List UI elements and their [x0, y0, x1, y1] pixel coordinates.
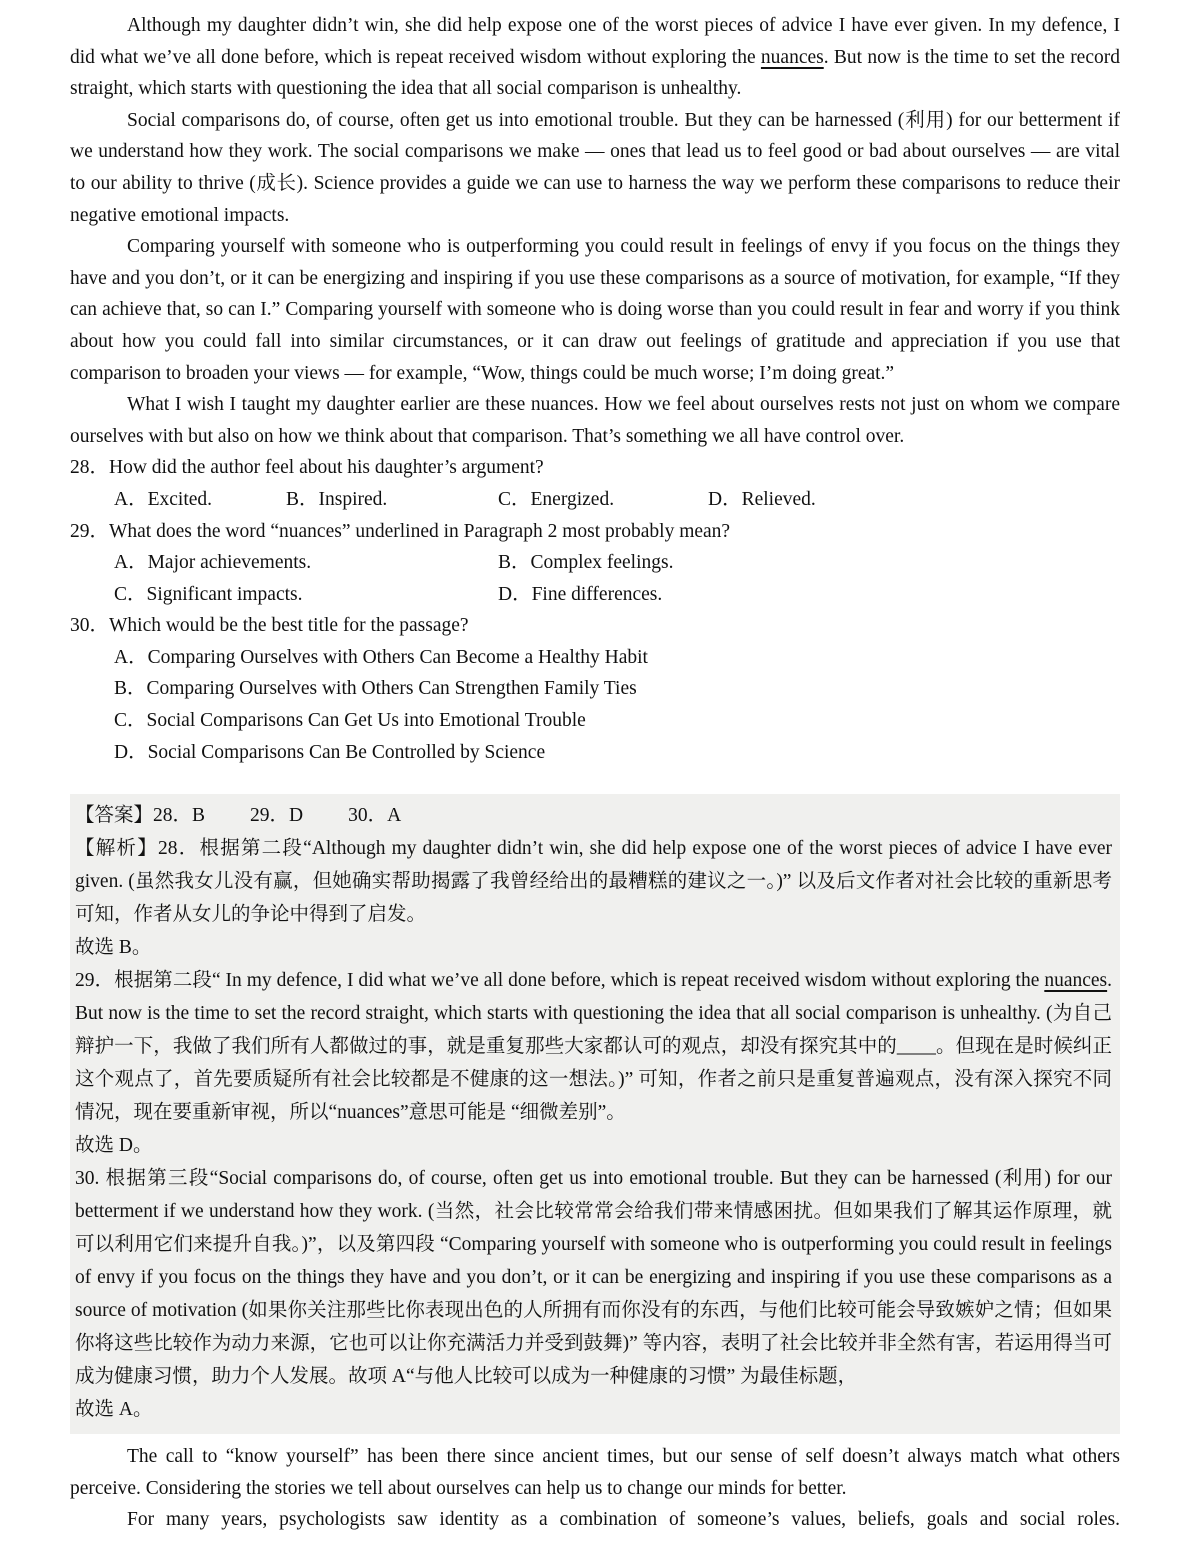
paragraph-text: Although my daughter didn’t win, she did help expose one of the worst pieces of advice I have ever given. In my defence, I did what we’ve all done before, which is repeat received wisdom without exploring the: [70, 15, 1120, 68]
option-29-c: C．Significant impacts.: [114, 583, 303, 605]
option-28-d: D．Relieved.: [708, 488, 816, 510]
reading-passage: [70, 10, 1120, 452]
next-passage: [70, 1441, 1120, 1536]
passage-paragraph-3: Comparing yourself with someone who is outperforming you could result in feelings of envy if you focus on the things they have and you don’t, or it can be energizing and inspiring if you use these comparisons as a source of motivation, for example, “If they can achieve that, so can I.” Comparing yourself with someone who is doing worse than you could result in fear and worry if you think about how you could fall into similar circumstances, or it can draw out feelings of gratitude and appreciation if you use that comparison to broaden your views — for example, “Wow, things could be much worse; I’m doing great.”: [70, 236, 1120, 384]
option-30-d: D．Social Comparisons Can Be Controlled by Science: [114, 741, 546, 763]
answer-30: 30．A: [348, 805, 402, 827]
option-29-a: A．Major achievements.: [114, 552, 312, 574]
answers-label: 【答案】: [75, 805, 154, 827]
option-29-b: B．Complex feelings.: [498, 552, 674, 574]
question-29-options: [70, 547, 1120, 610]
next-passage-paragraph-2: For many years, psychologists saw identity as a combination of someone’s values, beliefs, goals and social roles.: [127, 1509, 1120, 1531]
question-30-options: [70, 642, 1120, 768]
underlined-word-nuances: nuances: [1044, 970, 1108, 992]
question-28-text: 28．How did the author feel about his daughter’s argument?: [70, 457, 544, 479]
explanation-30: 30. 根据第三段“Social comparisons do, of course, often get us into emotional trouble. But they can be harnessed (利用) for our betterment if we understand how they work. (当然，社会比较常常会给我们带来情感困扰。但如果我们了解其运作原理，就可以利用它们来提升自我。)”，以及第四段 “Comparing yourself with someone who is outperforming you could result in feelings of envy if you focus on the things they have and you don’t, or it can be energizing and inspiring if you use these comparisons as a source of motivation (如果你关注那些比你表现出色的人所拥有而你没有的东西，与他们比较可能会导致嫉妒之情；但如果你将这些比较作为动力来源，它也可以让你充满活力并受到鼓舞)” 等内容，表明了社会比较并非全然有害，若运用得当可成为健康习惯，助力个人发展。故项 A“与他人比较可以成为一种健康的习惯” 为最佳标题，: [75, 1168, 1112, 1388]
question-30-text: 30．Which would be the best title for the passage?: [70, 615, 469, 637]
option-30-a: A．Comparing Ourselves with Others Can Become a Healthy Habit: [114, 646, 648, 668]
explanation-text: 29．根据第二段“ In my defence, I did what we’ve all done before, which is repeat received wisdom without exploring the: [75, 970, 1045, 992]
passage-paragraph-1: [70, 10, 1120, 105]
explanation-29: [75, 964, 1112, 1129]
underlined-word-nuances: nuances: [760, 46, 824, 68]
conclusion-29: 故选 D。: [75, 1135, 153, 1157]
option-30-b: B．Comparing Ourselves with Others Can Strengthen Family Ties: [114, 678, 637, 700]
question-28-options: [70, 484, 1120, 516]
option-28-c: C．Energized.: [498, 488, 615, 510]
option-28-b: B．Inspired.: [286, 488, 388, 510]
option-29-d: D．Fine differences.: [498, 583, 663, 605]
conclusion-28: 故选 B。: [75, 937, 152, 959]
passage-paragraph-4: What I wish I taught my daughter earlier are these nuances. How we feel about ourselves rests not just on whom we compare ourselves with but also on how we think about that comparison. That’s something we all have control over.: [70, 394, 1120, 447]
option-30-c: C．Social Comparisons Can Get Us into Emotional Trouble: [114, 710, 586, 732]
passage-paragraph-2: Social comparisons do, of course, often get us into emotional trouble. But they can be harnessed (利用) for our betterment if we understand how they work. The social comparisons we make — ones that lead us to feel good or bad about ourselves — are vital to our ability to thrive (成长). Science provides a guide we can use to harness the way we perform these comparisons to reduce their negative emotional impacts.: [70, 109, 1120, 226]
answer-29: 29．D: [250, 805, 304, 827]
answers-line: [75, 799, 1112, 832]
conclusion-30: 故选 A。: [75, 1399, 153, 1421]
answer-key-block: [70, 794, 1120, 1434]
question-29-text: 29．What does the word “nuances” underlined in Paragraph 2 most probably mean?: [70, 520, 731, 542]
option-28-a: A．Excited.: [114, 488, 213, 510]
explanation-text: . But now is the time to set the record straight, which starts with questioning the idea that all social comparison is unhealthy. (为自己辩护一下，我做了我们所有人都做过的事，就是重复那些大家都认可的观点，却没有探究其中的____。但现在是时候纠正这个观点了，首先要质疑所有社会比较都是不健康的这一想法。)” 可知，作者之前只是重复普遍观点，没有深入探究不同情况，现在要重新审视，所以“nuances”意思可能是 “细微差别”。: [75, 970, 1112, 1124]
next-passage-paragraph-1: The call to “know yourself” has been there since ancient times, but our sense of self doesn’t always match what others perceive. Considering the stories we tell about ourselves can help us to change our minds for better.: [70, 1446, 1120, 1499]
explanation-28: 【解析】28．根据第二段“Although my daughter didn’t win, she did help expose one of the worst pieces of advice I have ever given. (虽然我女儿没有赢，但她确实帮助揭露了我曾经给出的最糟糕的建议之一。)” 以及后文作者对社会比较的重新思考可知，作者从女儿的争论中得到了启发。: [75, 838, 1112, 926]
questions-section: [70, 452, 1120, 768]
paragraph-text: . But now is the time to set the record straight, which starts with questioning the idea that all social comparison is unhealthy.: [70, 46, 1120, 100]
answer-28: 28．B: [153, 805, 206, 827]
